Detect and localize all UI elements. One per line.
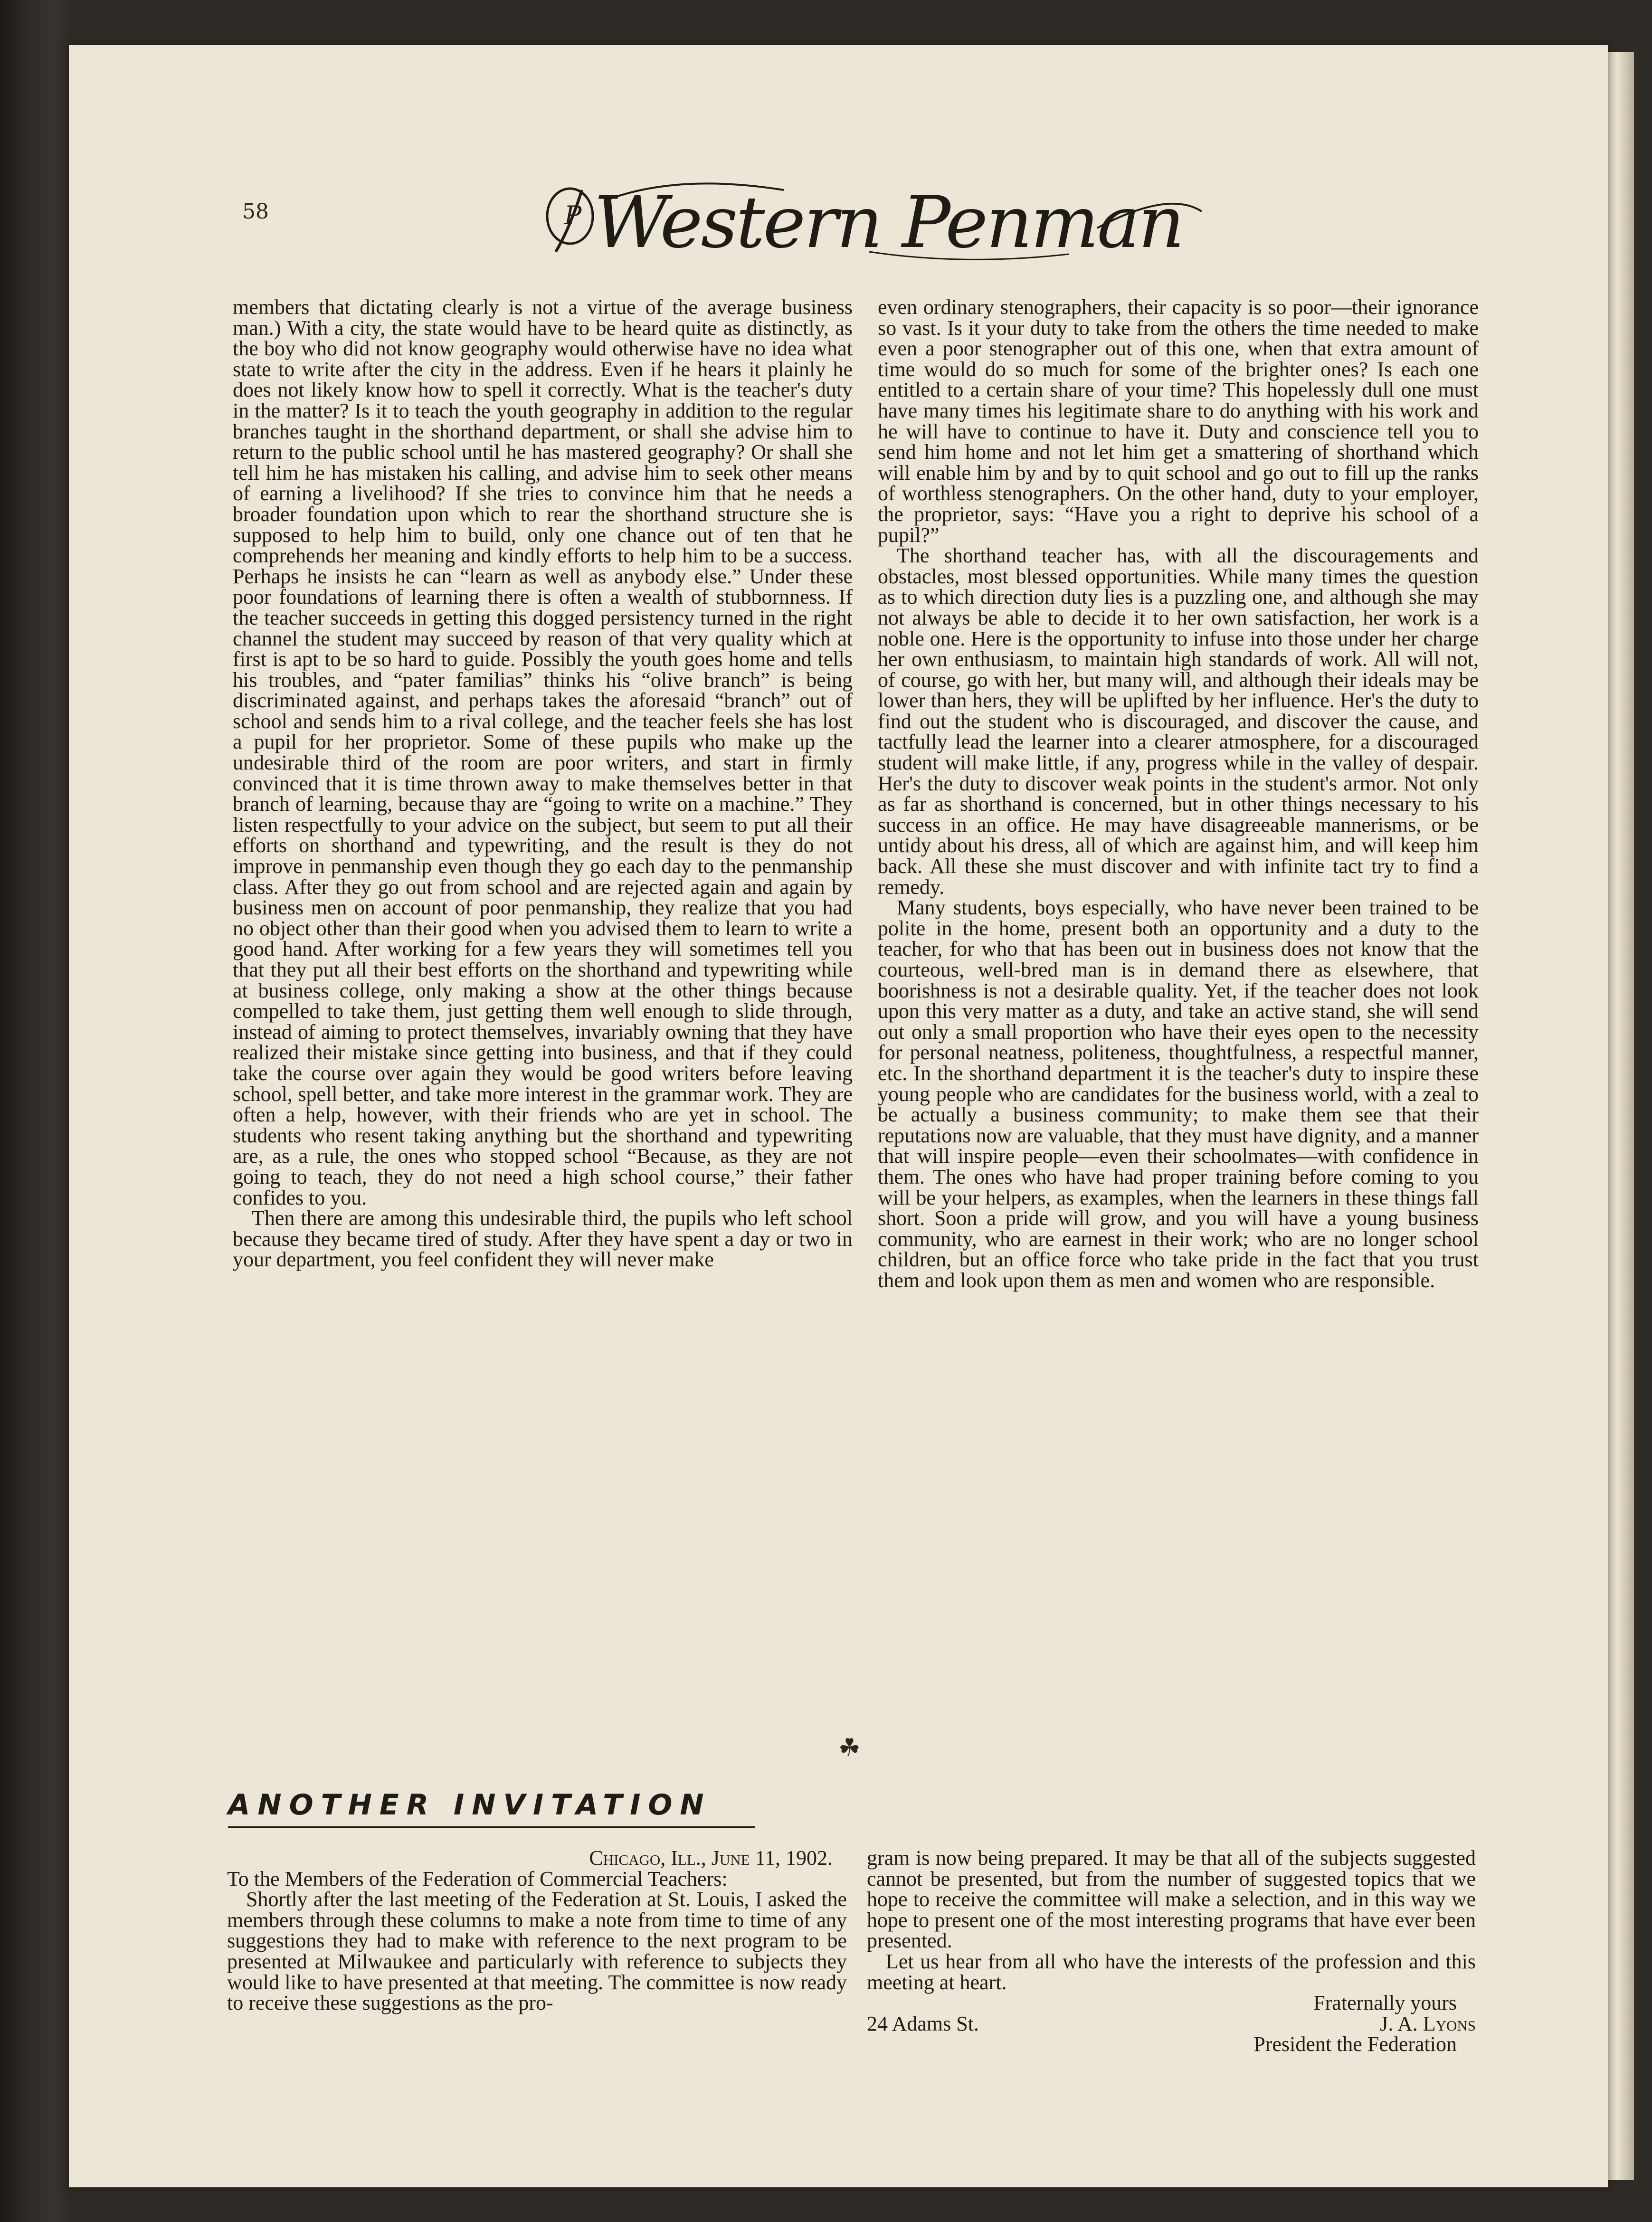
invitation-column-right (867, 1848, 1476, 2055)
signature-row (867, 2013, 1476, 2034)
masthead-emblem-letter: P (564, 200, 582, 230)
article-paragraph: even ordinary stenographers, their capacity is so poor—their ignorance so vast. Is it your duty to take from the others the time needed to make even a poor stenographer out of this one, when that extra amount of time would do so much for some of the brighter ones? Is each one entitled to a certain share of your time? This hopelessly dull one must have many times his legitimate share to do anything with his work and he will have to continue to have it. Duty and conscience tell you to send him home and not let him get a smattering of shorthand which will enable him by and by to quit school and go out to fill up the ranks of worthless stenographers. On the other hand, duty to your employer, the proprietor, says: “Have you a right to deprive his school of a pupil?” (878, 295, 1479, 547)
masthead-logo (537, 171, 1211, 280)
invitation-closing: Fraternally yours (1313, 1991, 1457, 2015)
section-ornament: ☘ (838, 1734, 861, 1762)
invitation-paragraph: Shortly after the last meeting of the Federation at St. Louis, I asked the members through these columns to make a note from time to time of any suggestions they had to make with reference to the next program to be presented at Milwaukee and particularly with reference to subjects they would like to have presented at that meeting. The committee is now ready to receive these suggestions as the pro- (227, 1888, 847, 2015)
article-paragraph: Then there are among this undesirable third, the pupils who left school because they became tired of study. After they have spent a day or two in your department, you feel confident they will never make (233, 1206, 853, 1272)
invitation-column-left (227, 1848, 847, 2013)
page-edge (1608, 52, 1634, 2180)
invitation-dateline: Chicago, Ill., June 11, 1902. (589, 1846, 833, 1870)
sender-address: 24 Adams St. (867, 2012, 979, 2035)
article-paragraph: members that dictating clearly is not a virtue of the average business man.) With a city, the state would have to be heard quite as distinctly, as the boy who did not know geography would otherwise have no idea what state to write after the city in the address. Even if he hears it plainly he does not likely know how to spell it correctly. What is the teacher's duty in the matter? Is it to teach the youth geography in addition to the regular branches taught in the shorthand department, or shall she advise him to return to the public school until he has mastered geography? Or shall she tell him he has mistaken his calling, and advise him to seek other means of earning a livelihood? If she tries to convince him that he needs a broader foundation upon which to rear the shorthand structure she is supposed to help him to build, only one chance out of ten that he comprehends her meaning and kindly efforts to help him to be a success. Perhaps he insists he can “learn as well as anybody else.” Under these poor foundations of learning there is often a wealth of stubbornness. If the teacher succeeds in getting this dogged persistency turned in the right channel the student may succeed by reason of that very quality which at first is apt to be so hard to guide. Possibly the youth goes home and tells his troubles, and “pater familias” thinks his “olive branch” is being discriminated against, and perhaps takes the aforesaid “branch” out of school and sends him to a rival college, and the teacher feels she has lost a pupil for her proprietor. Some of these pupils who make up the undesirable third of the room are poor writers, and start in firmly convinced that it is time thrown away to make themselves better in that branch of learning, because thay are “going to write on a machine.” They listen respectfully to your advice on the subject, but seem to put all their efforts on shorthand and typewriting, and the result is they do not improve in penmanship even though they go each day to the penmanship class. After they go out from school and are rejected again and again by business men on account of poor penmanship, they realize that you had no object other than their good when you advised them to learn to write a good hand. After working for a few years they will sometimes tell you that they put all their best efforts on the shorthand and typewriting while at business college, only making a show at the other things because compelled to take them, just getting them well enough to slide through, instead of aiming to protect themselves, invariably owning that they have realized their mistake since getting into business, and that if they could take the course over again they would be good writers before leaving school, spell better, and take more interest in the grammar work. They are often a help, however, with their friends who are yet in school. The students who resent taking anything but the shorthand and typewriting are, as a rule, the ones who stopped school “Because, as they are not going to teach, they do not need a high school course,” their father confides to you. (233, 295, 853, 1209)
invitation-paragraph: gram is now being prepared. It may be that all of the subjects suggested cannot be presented, but from the number of suggested topics that we hope to receive the committee will make a selection, and in this way we hope to present one of the most interesting programs that have ever been presented. (867, 1846, 1476, 1953)
heading-underline (228, 1826, 755, 1828)
signer-title: President the Federation (1253, 2032, 1457, 2056)
masthead-emblem (547, 189, 593, 252)
masthead-title: Western Penman (594, 181, 1183, 264)
article-column-right (878, 297, 1479, 1291)
article-paragraph: The shorthand teacher has, with all the discouragements and obstacles, most blessed opportunities. While many times the question as to which direction duty lies is a puzzling one, and although she may not always be able to decide it to her own satisfaction, her work is a noble one. Here is the opportunity to infuse into those under her charge her own enthusiasm, to maintain high standards of work. All will not, of course, go with her, but many will, and although their ideals may be lower than hers, they will be uplifted by her influence. Her's the duty to find out the student who is discouraged, and discover the cause, and tactfully lead the learner into a clearer atmosphere, for a discouraged student will make little, if any, progress while in the valley of despair. Her's the duty to discover weak points in the student's armor. Not only as far as shorthand is concerned, but in other things necessary to his success in an office. He may have disagreeable mannerisms, or be untidy about his dress, all of which are against him, and will keep him back. All these she must discover and with infinite tact try to find a remedy. (878, 544, 1479, 899)
page-number: 58 (242, 199, 269, 224)
invitation-heading: ANOTHER INVITATION (228, 1788, 712, 1822)
signer-name: J. A. Lyons (1380, 2012, 1476, 2035)
invitation-paragraph: Let us hear from all who have the interests of the profession and this meeting at heart. (867, 1949, 1476, 1994)
invitation-salutation: To the Members of the Federation of Commercial Teachers: (227, 1867, 728, 1890)
article-column-left (233, 297, 853, 1270)
article-paragraph: Many students, boys especially, who have never been trained to be polite in the home, present both an opportunity and a duty to the teacher, for who that has been out in business does not know that the courteous, well-bred man is in demand there as elsewhere, that boorishness is not a desirable quality. Yet, if the teacher does not look upon this very matter as a duty, and take an active stand, she will send out only a small proportion who have their eyes open to the necessity for personal neatness, politeness, thoughtfulness, a respectful manner, etc. In the shorthand department it is the teacher's duty to inspire these young people who are candidates for the business world, with a zeal to be actually a business community; to make them see that their reputations now are valuable, that they must have dignity, and a manner that will inspire people—even their schoolmates—with confidence in them. The ones who have had proper training before coming to you will be your helpers, as examples, when the learners in these things fall short. Soon a pride will grow, and you will have a young business community, who are earnest in their work; who are no longer school children, but an office force who take pride in the fact that you trust them and look upon them as men and women who are responsible. (878, 896, 1479, 1292)
